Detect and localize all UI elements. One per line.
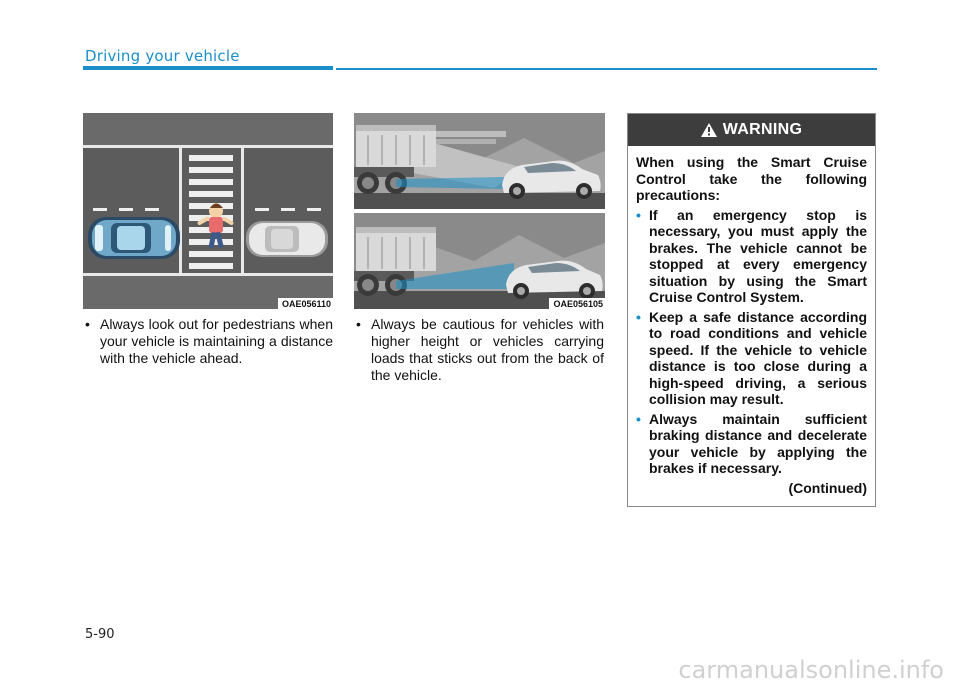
figure-truck <box>354 113 605 309</box>
watermark: carmanualsonline.info <box>678 656 944 684</box>
bullet: • <box>636 308 641 325</box>
continued-label: (Continued) <box>788 479 867 496</box>
vehicle-height-note <box>356 316 604 384</box>
warning-header <box>628 114 875 146</box>
warning-item-text: Always maintain sufficient braking distance and decelerate your vehicle by applying the brakes if necessary. <box>649 410 867 476</box>
car-right-icon <box>246 221 328 257</box>
car-left-icon <box>88 217 180 259</box>
warning-item <box>636 207 867 306</box>
header-rule-thick <box>83 66 333 70</box>
bullet: • <box>85 316 90 332</box>
warning-item-text: If an emergency stop is necessary, you must apply the brakes. The vehicle cannot be stopped at every emergency situation by using the Smart Cruise Control System. <box>649 206 867 305</box>
bullet: • <box>636 206 641 223</box>
header-rule-thin <box>336 68 877 70</box>
figure-crosswalk <box>83 113 333 309</box>
figure-code: OAE056105 <box>549 298 605 309</box>
warning-triangle-icon <box>701 123 717 137</box>
page-number: 5-90 <box>85 627 115 642</box>
warning-box <box>627 113 876 507</box>
warning-item <box>636 309 867 408</box>
figure-code: OAE056110 <box>278 298 333 309</box>
warning-body <box>628 146 875 496</box>
crosswalk-illustration <box>83 113 333 309</box>
warning-item-text: Keep a safe distance according to road conditions and vehicle speed. If the vehicle to vehicle distance is too close during a high-speed driving, a serious collision may result. <box>649 308 867 407</box>
bullet: • <box>636 410 641 427</box>
truck-illustration <box>354 113 605 309</box>
bullet: • <box>356 316 361 332</box>
pedestrian-note <box>85 316 333 367</box>
section-title: Driving your vehicle <box>85 47 240 65</box>
warning-title: WARNING <box>722 121 803 138</box>
pedestrian-note-text: Always look out for pedestrians when your vehicle is maintaining a distance with the vehicle ahead. <box>100 316 333 366</box>
warning-intro: When using the Smart Cruise Control take the following precautions: <box>636 154 867 203</box>
warning-item <box>636 411 867 477</box>
vehicle-height-note-text: Always be cautious for vehicles with higher height or vehicles carrying loads that sticks out from the back of the vehicle. <box>371 316 604 383</box>
